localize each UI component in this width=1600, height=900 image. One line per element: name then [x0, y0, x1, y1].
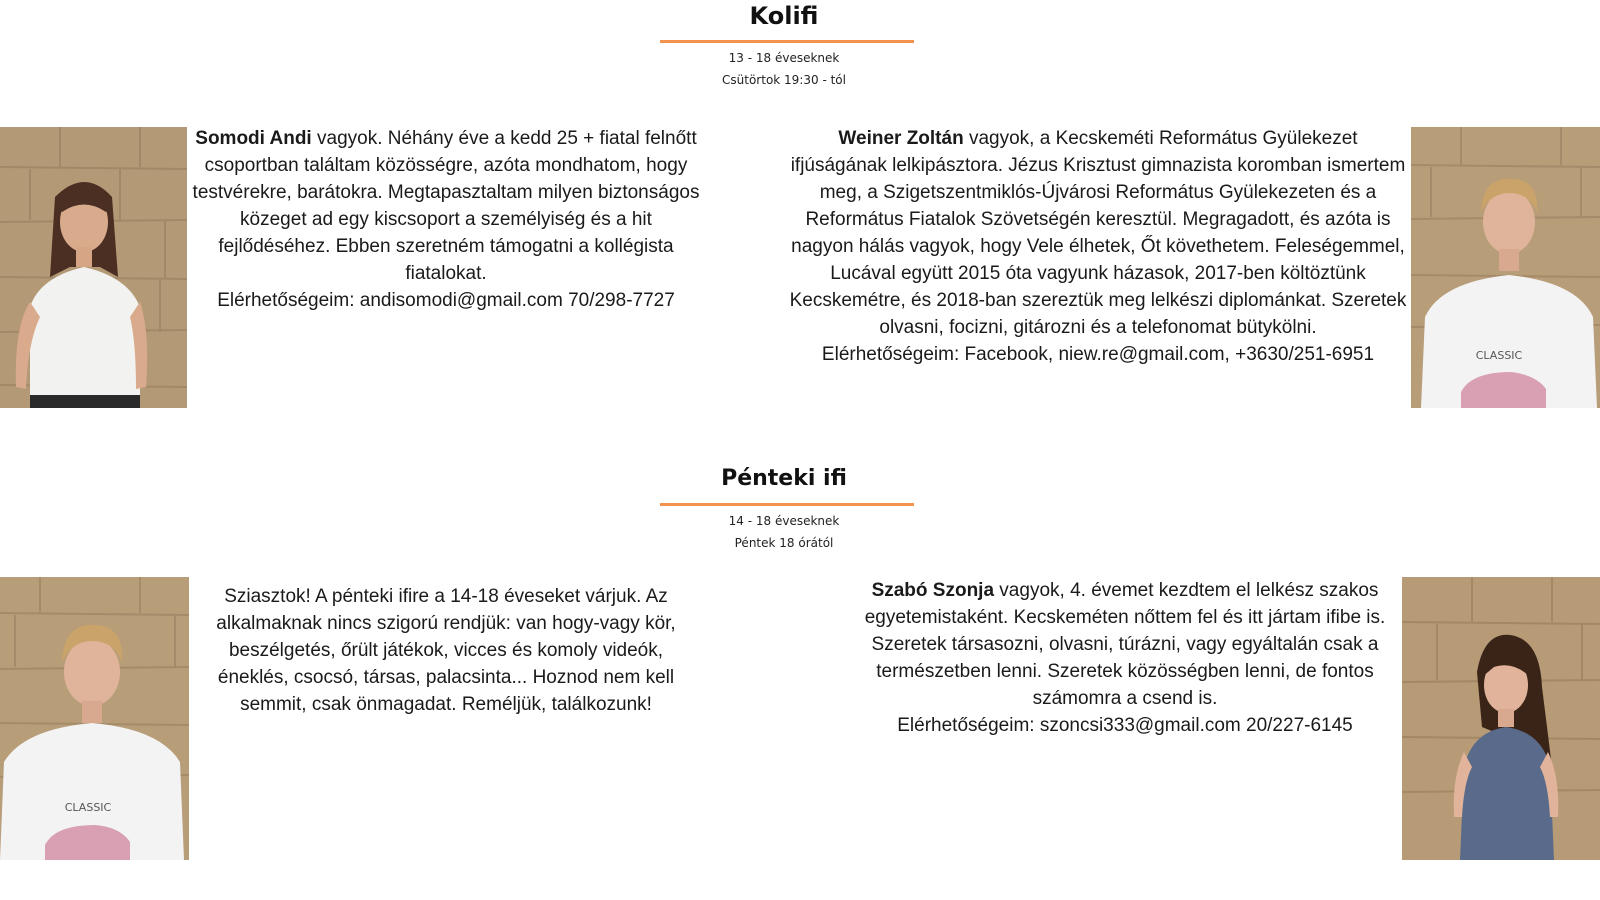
bio-weiner-zoltan	[788, 125, 1408, 368]
photo-weiner-zoltan	[1411, 127, 1600, 408]
bio-name: Szabó Szonja	[871, 580, 995, 601]
bio-text: vagyok, 4. évemet kezdtem el lelkész szakos egyetemistaként. Kecskeméten nőttem fel és itt jártam ifibe is. Szeretek társasozni, olvasni, túrázni, vagy egyáltalán csak a természetben lenni. Szeretek közösségben lenni, de fontos számomra a csend is.	[864, 580, 1386, 709]
title-underline	[660, 503, 914, 506]
bio-contact: Elérhetőségeim: andisomodi@gmail.com 70/298-7727	[217, 290, 675, 311]
bio-somodi-andi	[186, 125, 706, 314]
section-title-penteki-ifi: Pénteki ifi	[721, 466, 847, 491]
bio-name: Somodi Andi	[195, 128, 312, 149]
photo-somodi-andi	[0, 127, 187, 408]
age-range: 13 - 18 éveseknek	[728, 51, 840, 65]
bio-contact: Elérhetőségeim: szoncsi333@gmail.com 20/227-6145	[897, 715, 1353, 736]
section-title-kolifi: Kolifi	[749, 2, 819, 30]
shirt-text: CLASSIC	[1475, 349, 1523, 362]
age-range: 14 - 18 éveseknek	[728, 514, 840, 528]
bio-contact: Elérhetőségeim: Facebook, niew.re@gmail.com, +3630/251-6951	[821, 344, 1375, 365]
meeting-time: Csütörtok 19:30 - tól	[722, 73, 846, 87]
title-underline	[660, 40, 914, 43]
photo-penteki-ifi-leader	[0, 577, 189, 860]
shirt-text: CLASSIC	[64, 801, 112, 814]
bio-penteki-ifi	[196, 583, 696, 718]
photo-szabo-szonja	[1402, 577, 1600, 860]
meeting-time: Péntek 18 órától	[734, 536, 834, 550]
bio-text: Sziasztok! A pénteki ifire a 14-18 éveseket várjuk. Az alkalmaknak nincs szigorú rendjük: van hogy-vagy kör, beszélgetés, őrült játékok, vicces és komoly videók, éneklés, csocsó, társas, palacsinta... Hoznod nem kell semmit, csak önmagadat. Reméljük, találkozunk!	[216, 586, 676, 715]
bio-szabo-szonja	[850, 577, 1400, 739]
bio-text: vagyok, a Kecskeméti Református Gyülekezet ifjúságának lelkipásztora. Jézus Krisztust gimnazista koromban ismertem meg, a Szigetszentmiklós-Újvárosi Református Gyülekezeten és a Református Fiatalok Szövetségén keresztül. Megragadott, és azóta is nagyon hálás vagyok, hogy Vele élhetek, Őt követhetem. Feleségemmel, Lucával együtt 2015 óta vagyunk házasok, 2017-ben költöztünk Kecskemétre, és 2018-ban szereztük meg lelkészi diplománkat. Szeretek olvasni, focizni, gitározni és a telefonomat bütykölni.	[789, 128, 1407, 338]
bio-text: vagyok. Néhány éve a kedd 25 + fiatal felnőtt csoportban találtam közösségre, azóta mondhatom, hogy testvérekre, barátokra. Megtapasztaltam milyen biztonságos közeget ad egy kiscsoport a személyiség és a hit fejlődéséhez. Ebben szeretném támogatni a kollégista fiatalokat.	[192, 128, 700, 284]
bio-name: Weiner Zoltán	[838, 128, 964, 149]
